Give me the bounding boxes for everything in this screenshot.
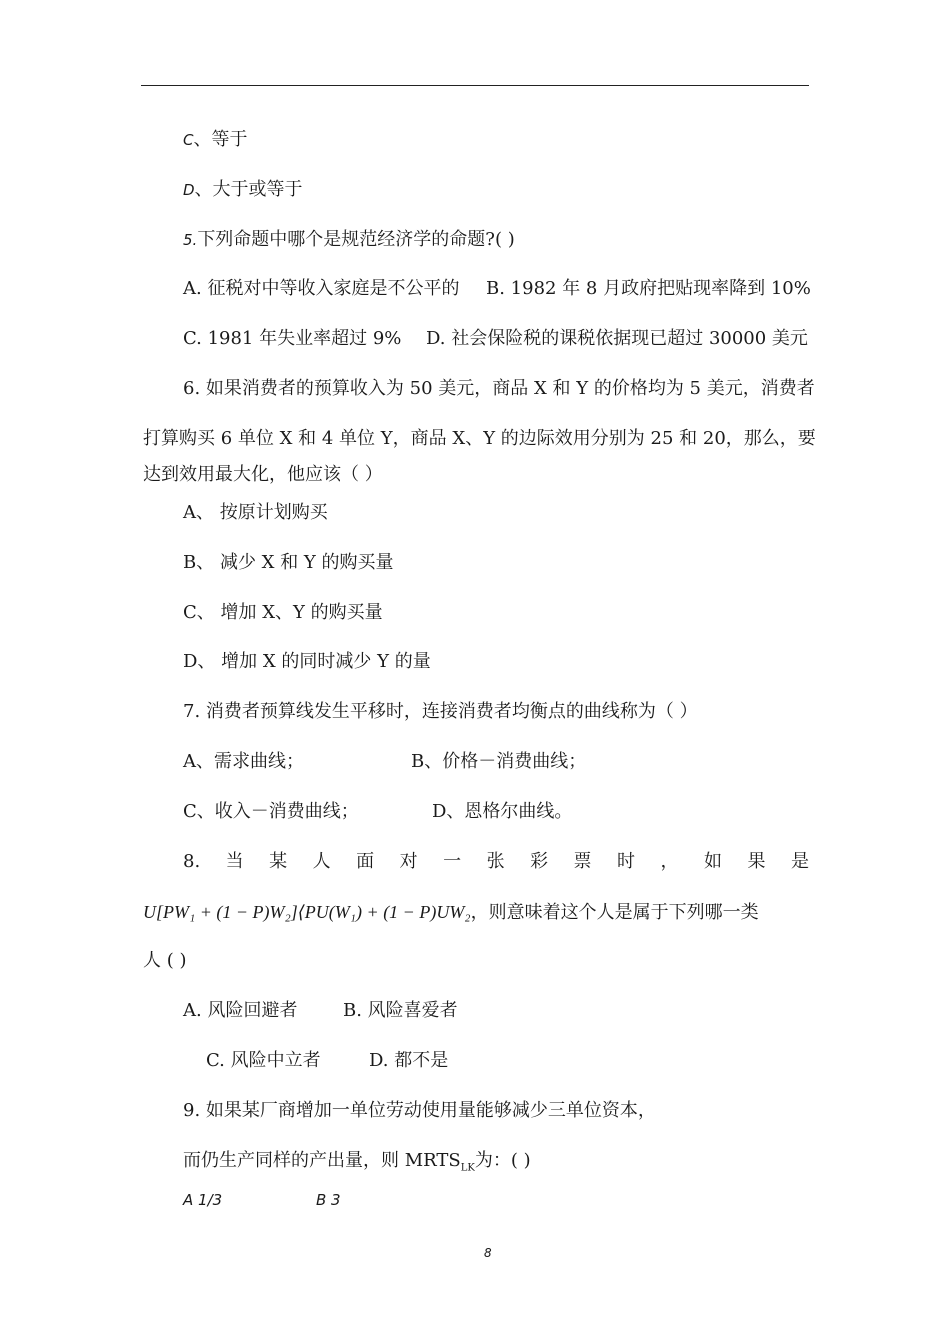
q5-option-a: A. 征税对中等收入家庭是不公平的 — [183, 278, 460, 299]
q6-option-a: A、 按原计划购买 — [183, 502, 328, 523]
q7-stem: 7. 消费者预算线发生平移时，连接消费者均衡点的曲线称为（ ） — [183, 701, 698, 722]
q7-option-a: A、需求曲线； — [183, 751, 304, 772]
q5-option-b: B. 1982 年 8 月政府把贴现率降到 10% — [486, 278, 811, 299]
q9-option-a: A 1/3 — [183, 1191, 223, 1209]
q8-stem-line1: 8. 当 某 人 面 对 一 张 彩 票 时 ， 如 果 是 — [183, 851, 809, 872]
q9-stem-line2: 而仍生产同样的产出量，则 $MRTS_{LK}$为：( ) — [183, 1150, 531, 1174]
q6-option-b: B、 减少 X 和 Y 的购买量 — [183, 552, 394, 573]
q8-stem-line2: U[PW₁ + (1 − P)W₂]⟨PU(W₁) + (1 − P)UW₂，则意味着这个人是属于下列哪一类 — [143, 902, 759, 923]
q7-option-b: B、价格－消费曲线； — [411, 751, 587, 772]
page-number: 8 — [484, 1246, 492, 1260]
header-rule — [141, 85, 809, 86]
q6-stem-line2: 打算购买 6 单位 X 和 4 单位 Y，商品 X、Y 的边际效用分别为 25 和 20，那么，要 — [143, 428, 816, 449]
q6-option-c: C、 增加 X、Y 的购买量 — [183, 602, 383, 623]
expected-utility-formula: U[PW₁ + (1 − P)W₂]⟨PU(W₁) + (1 − P)UW₂ — [143, 902, 471, 922]
q8-stem-line3: 人 ( ) — [143, 950, 187, 971]
q8-option-a: A. 风险回避者 — [183, 1000, 298, 1021]
q8-option-b: B. 风险喜爱者 — [343, 1000, 458, 1021]
q8-option-c: C. 风险中立者 — [206, 1050, 321, 1071]
q4-option-c: C、等于 — [183, 129, 248, 150]
q5-stem: 5.下列命题中哪个是规范经济学的命题?( ) — [183, 229, 515, 250]
q9-stem-line1: 9. 如果某厂商增加一单位劳动使用量能够减少三单位资本， — [183, 1100, 656, 1121]
q6-option-d: D、 增加 X 的同时减少 Y 的量 — [183, 651, 431, 672]
q8-option-d: D. 都不是 — [369, 1050, 449, 1071]
q7-option-d: D、恩格尔曲线。 — [432, 801, 573, 822]
q6-stem-line1: 6. 如果消费者的预算收入为 50 美元，商品 X 和 Y 的价格均为 5 美元，消费者 — [183, 378, 815, 399]
q5-option-d: D. 社会保险税的课税依据现已超过 30000 美元 — [426, 328, 808, 349]
q4-option-d: D、大于或等于 — [183, 179, 303, 200]
q5-option-c: C. 1981 年失业率超过 9% — [183, 328, 402, 349]
mrts-subscript: LK — [460, 1162, 475, 1174]
q6-stem-line3: 达到效用最大化，他应该（ ） — [143, 464, 383, 485]
q9-option-b: B 3 — [316, 1191, 341, 1209]
q7-option-c: C、收入－消费曲线； — [183, 801, 359, 822]
